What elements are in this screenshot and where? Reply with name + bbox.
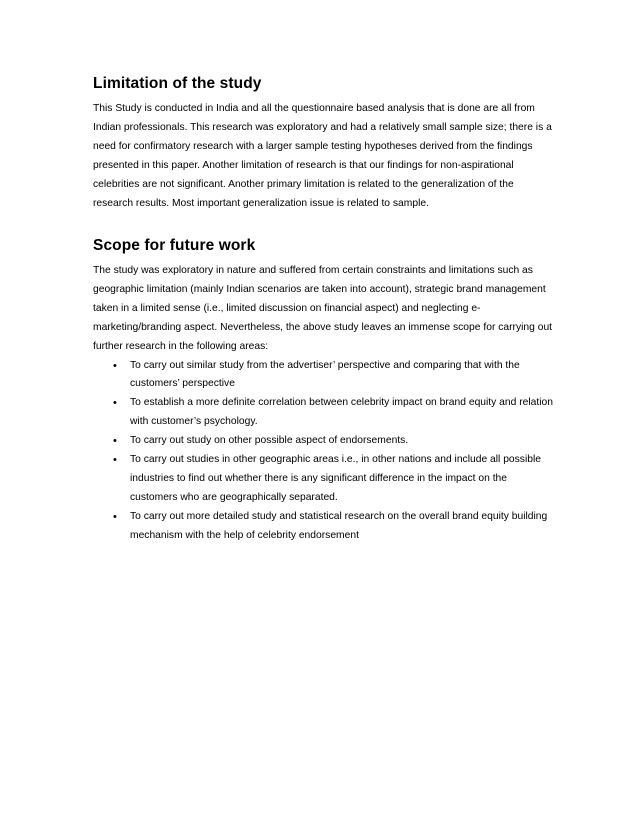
list-item	[93, 451, 553, 508]
bullet-icon: •	[113, 435, 117, 448]
list-item-text: To carry out more detailed study and statistical research on the overall brand equity building mechanism with the help of celebrity endorsement	[130, 510, 548, 541]
list-item	[93, 357, 553, 395]
list-item-text: To carry out similar study from the advertiser’ perspective and comparing that with the customers’ perspective	[130, 359, 520, 390]
list-item	[93, 394, 553, 432]
bullet-icon: •	[113, 510, 117, 523]
scope-section	[93, 236, 553, 546]
scope-heading: Scope for future work	[93, 237, 256, 254]
list-item-text: To carry out studies in other geographic areas i.e., in other nations and include all possible industries to find out whether there is any significant difference in the impact on the customers who are geographically separated.	[130, 454, 541, 503]
bullet-icon: •	[113, 454, 117, 467]
limitation-heading: Limitation of the study	[93, 75, 262, 92]
scope-bullet-list	[93, 357, 553, 546]
bullet-icon: •	[113, 359, 117, 372]
list-item	[93, 508, 553, 546]
scope-paragraph: The study was exploratory in nature and suffered from certain constraints and limitations such as geographic limitation (mainly Indian scenarios are taken into account), strategic brand management taken in a limited sense (i.e., limited discussion on financial aspect) and neglecting e-marketing/branding aspect. Nevertheless, the above study leaves an immense scope for carrying out further research in the following areas:	[93, 265, 553, 352]
limitation-paragraph: This Study is conducted in India and all the questionnaire based analysis that is done are all from Indian professionals. This research was exploratory and had a relatively small sample size; there is a need for confirmatory research with a larger sample testing hypotheses derived from the findings presented in this paper. Another limitation of research is that our findings for non-aspirational celebrities are not significant. Another primary limitation is related to the generalization of the research results. Most important generalization issue is related to sample.	[93, 103, 552, 209]
limitation-section	[93, 74, 553, 213]
list-item-text: To establish a more definite correlation between celebrity impact on brand equity and relation with customer’s psychology.	[130, 397, 553, 428]
bullet-icon: •	[113, 397, 117, 410]
list-item-text: To carry out study on other possible aspect of endorsements.	[130, 435, 409, 447]
list-item	[93, 432, 553, 451]
